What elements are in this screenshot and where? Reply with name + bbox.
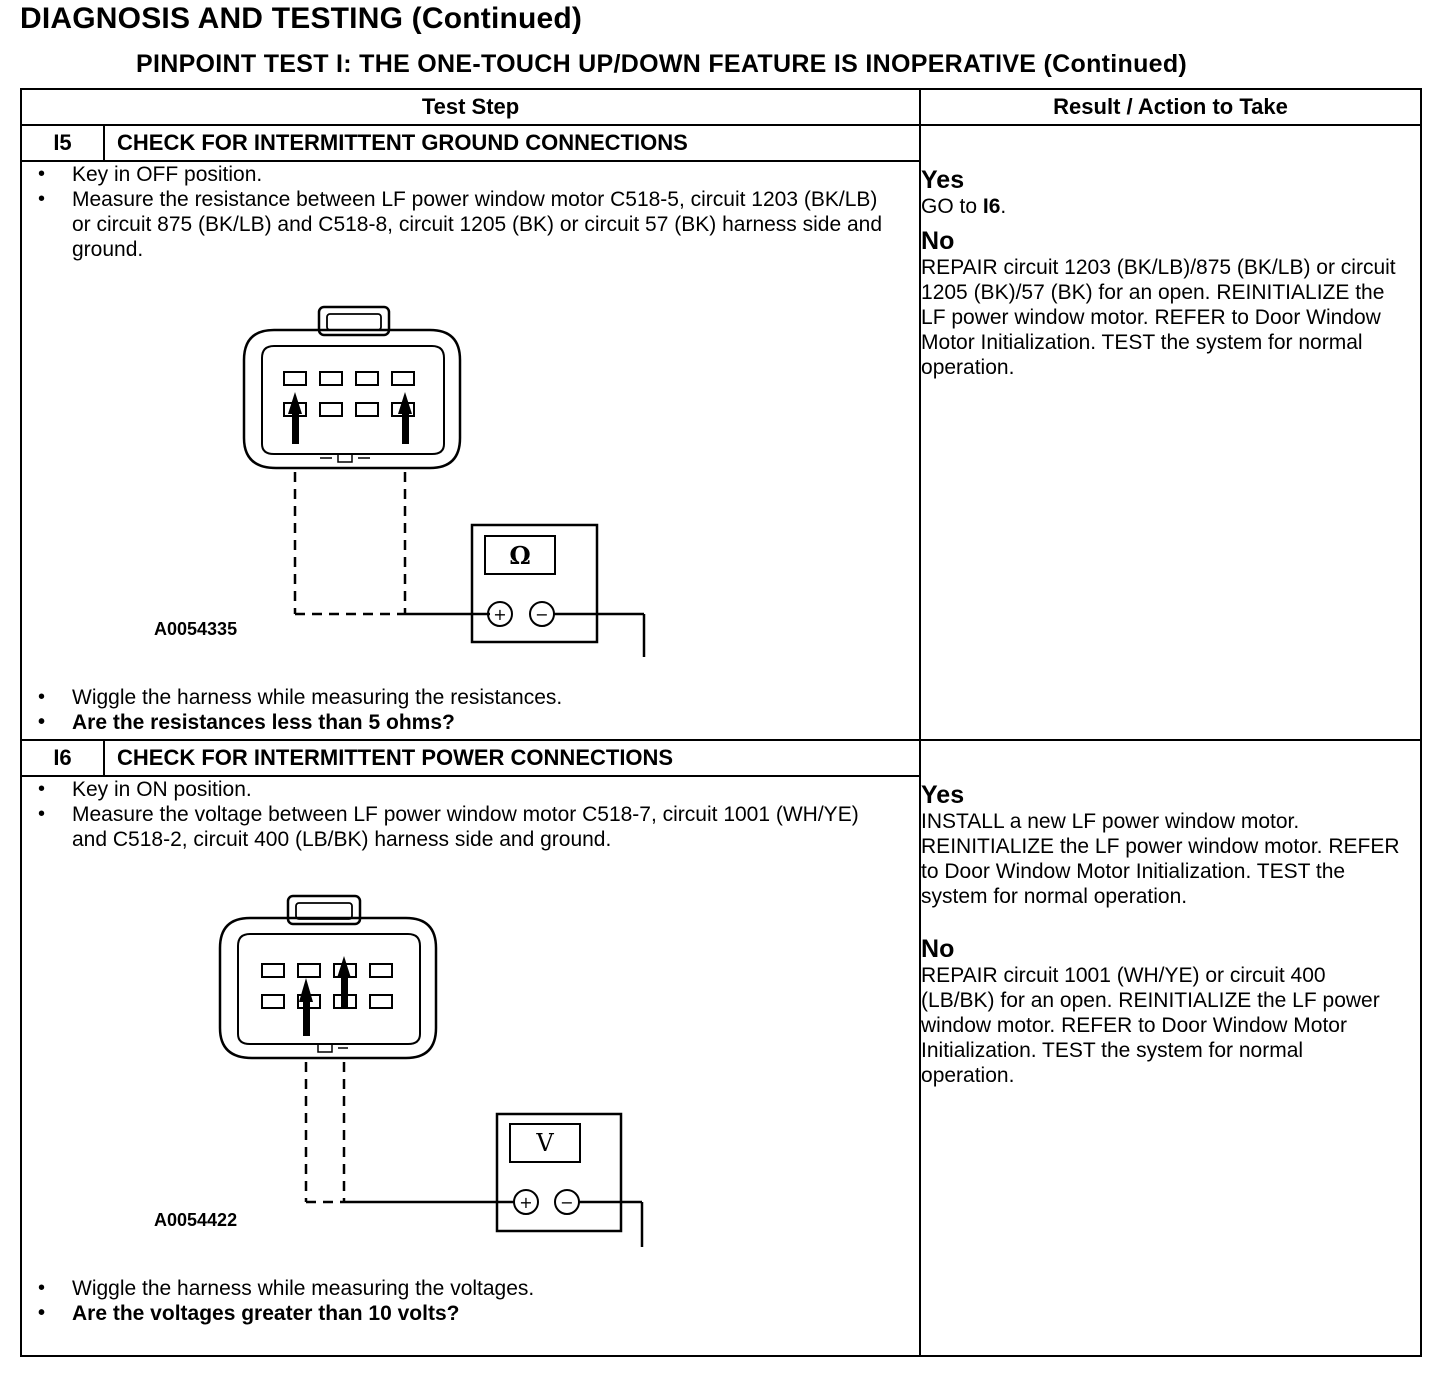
list-item: • Wiggle the harness while measuring the voltages.	[22, 1276, 919, 1301]
plus-sign: +	[493, 605, 507, 624]
header-result-action: Result / Action to Take	[920, 89, 1421, 125]
step-instructions	[22, 162, 919, 262]
yes-action: GO to I6.	[921, 195, 1007, 218]
meter-symbol: Ω	[509, 541, 531, 570]
probe-tips	[299, 956, 351, 1036]
yes-label: Yes	[921, 781, 965, 809]
yes-label: Yes	[921, 166, 965, 194]
no-label: No	[921, 935, 955, 963]
list-item: • Key in ON position.	[22, 777, 919, 802]
step-body	[21, 161, 920, 740]
probe-leads	[306, 1062, 344, 1202]
step-number: I6	[21, 740, 104, 776]
step-instructions	[22, 777, 919, 852]
voltmeter-body	[497, 1114, 621, 1231]
probe-tips	[288, 392, 412, 444]
step-header-row	[21, 125, 1421, 161]
step-title: CHECK FOR INTERMITTENT GROUND CONNECTIONS	[104, 125, 920, 161]
figure-id: A0054422	[154, 1210, 238, 1230]
connector-ohmmeter-diagram	[22, 262, 782, 657]
header-test-step: Test Step	[21, 89, 920, 125]
minus-sign: −	[560, 1193, 574, 1212]
step-number: I5	[21, 125, 104, 161]
list-item: • Wiggle the harness while measuring the resistances.	[22, 685, 919, 710]
page-title: DIAGNOSIS AND TESTING (Continued)	[20, 2, 583, 35]
connector-voltmeter-diagram	[22, 852, 782, 1247]
table-header-row	[21, 89, 1421, 125]
no-action: REPAIR circuit 1203 (BK/LB)/875 (BK/LB) or circuit 1205 (BK)/57 (BK) for an open. REINITIALIZE the LF power window motor. REFER to Door Window Motor Initialization. TEST the system for normal operation.	[921, 256, 1396, 379]
pinpoint-test-title: PINPOINT TEST I: THE ONE-TOUCH UP/DOWN FEATURE IS INOPERATIVE (Continued)	[136, 50, 1188, 78]
step-header-row	[21, 740, 1421, 776]
step-checks	[22, 685, 919, 735]
resistance-test-diagram	[22, 262, 919, 657]
figure-id: A0054335	[154, 619, 238, 639]
connector-outline	[244, 330, 460, 468]
connector-pins	[262, 964, 392, 1008]
meter-symbol: V	[536, 1129, 554, 1157]
step-title: CHECK FOR INTERMITTENT POWER CONNECTIONS	[104, 740, 920, 776]
step-question: • Are the resistances less than 5 ohms?	[22, 710, 919, 735]
list-item: • Measure the resistance between LF power window motor C518-5, circuit 1203 (BK/LB) or circuit 875 (BK/LB) and C518-8, circuit 1205 (BK) or circuit 57 (BK) harness side and ground.	[22, 187, 919, 262]
minus-sign: −	[535, 605, 549, 624]
step-result-cell	[920, 740, 1421, 1356]
pinpoint-test-table	[20, 88, 1422, 1357]
list-item: • Measure the voltage between LF power window motor C518-7, circuit 1001 (WH/YE) and C518-2, circuit 400 (LB/BK) harness side and ground.	[22, 802, 919, 852]
no-label: No	[921, 227, 955, 255]
connector-pins	[284, 372, 414, 416]
plus-sign: +	[519, 1193, 533, 1212]
step-question: • Are the voltages greater than 10 volts?	[22, 1301, 919, 1326]
step-result-cell	[920, 125, 1421, 740]
connector-outline	[220, 918, 436, 1058]
step-checks	[22, 1276, 919, 1326]
probe-leads	[295, 472, 405, 614]
step-body	[21, 776, 920, 1356]
no-action: REPAIR circuit 1001 (WH/YE) or circuit 400 (LB/BK) for an open. REINITIALIZE the LF power window motor. REFER to Door Window Motor Initialization. TEST the system for normal operation.	[921, 964, 1380, 1087]
yes-action: INSTALL a new LF power window motor. REINITIALIZE the LF power window motor. REFER to Door Window Motor Initialization. TEST the system for normal operation.	[921, 810, 1400, 908]
list-item: • Key in OFF position.	[22, 162, 919, 187]
voltage-test-diagram	[22, 852, 919, 1247]
